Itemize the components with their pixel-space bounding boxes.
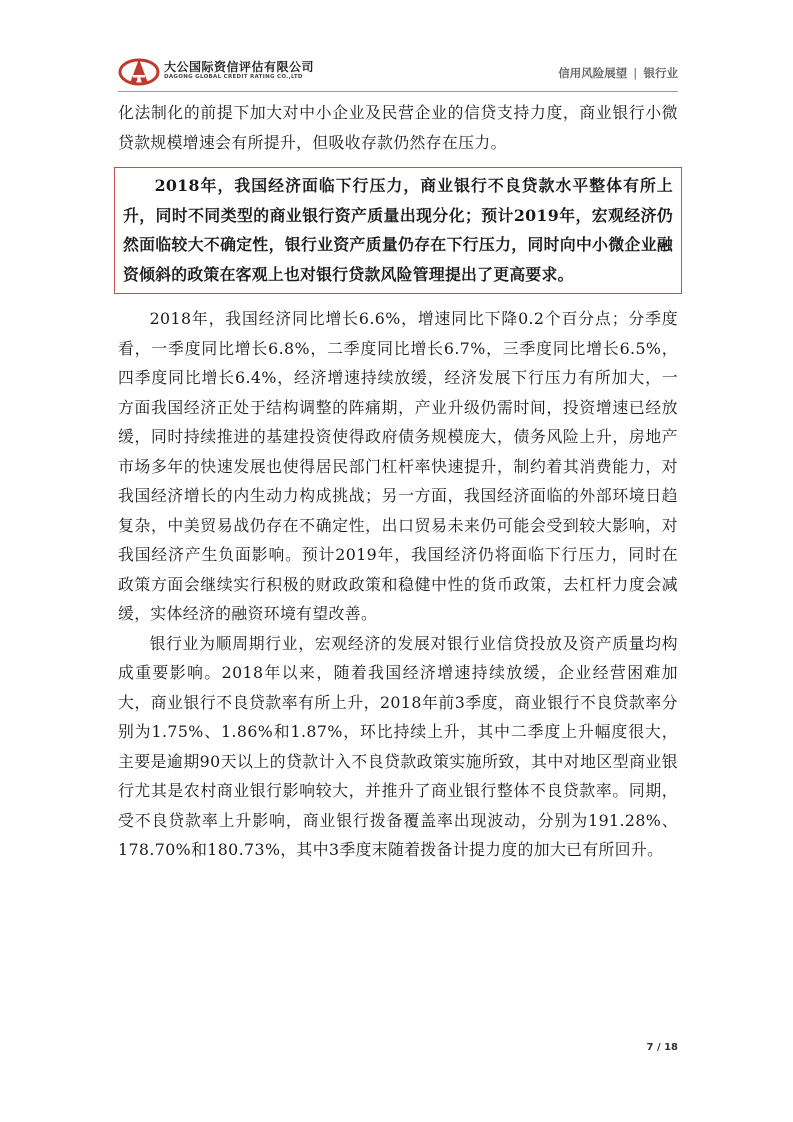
header-separator: | (633, 66, 638, 80)
industry-label: 银行业 (643, 66, 678, 80)
report-type: 信用风险展望 (558, 66, 628, 80)
banking-paragraph: 银行业为顺周期行业，宏观经济的发展对银行业信贷投放及资产质量均构成重要影响。2018年以来，随着我国经济增速持续放缓，企业经营困难加大，商业银行不良贷款率有所上升，2018年前3季度，商业银行不良贷款率分别为1.75%、1.86%和1.87%，环比持续上升，其中二季度上升幅度很大，主要是逾期90天以上的贷款计入不良贷款政策实施所致，其中对地区型商业银行尤其是农村商业银行影响较大，并推升了商业银行整体不良贷款率。同期，受不良贷款率上升影响，商业银行拨备覆盖率出现波动，分别为191.28%、178.70%和180.73%，其中3季度末随着拨备计提力度的加大已有所回升。 (118, 633, 678, 859)
page-header (118, 56, 678, 90)
page-number: 7 / 18 (646, 1042, 678, 1053)
key-point-text: 2018年，我国经济面临下行压力，商业银行不良贷款水平整体有所上升，同时不同类型的商业银行资产质量出现分化；预计2019年，宏观经济仍然面临较大不确定性，银行业资产质量仍存在下行压力，同时向中小微企业融资倾斜的政策在客观上也对银行贷款风险管理提出了更高要求。 (123, 176, 673, 284)
company-name-cn: 大公国际资信评估有限公司 (164, 60, 315, 74)
intro-paragraph: 化法制化的前提下加大对中小企业及民营企业的信贷支持力度，商业银行小微贷款规模增速会有所提升，但吸收存款仍然存在压力。 (118, 103, 678, 152)
header-divider (118, 91, 678, 92)
document-body (118, 98, 678, 865)
report-category (558, 65, 678, 81)
key-point-box (114, 167, 682, 294)
dagong-logo-icon (118, 56, 162, 88)
company-name-en: DAGONG GLOBAL CREDIT RATING CO.,LTD (164, 74, 303, 80)
macro-economy-paragraph: 2018年，我国经济同比增长6.6%，增速同比下降0.2个百分点；分季度看，一季度同比增长6.8%，二季度同比增长6.7%，三季度同比增长6.5%，四季度同比增长6.4%，经济增速持续放缓，经济发展下行压力有所加大，一方面我国经济正处于结构调整的阵痛期，产业升级仍需时间，投资增速已经放缓，同时持续推进的基建投资使得政府债务规模庞大，债务风险上升，房地产市场多年的快速发展也使得居民部门杠杆率快速提升，制约着其消费能力，对我国经济增长的内生动力构成挑战；另一方面，我国经济面临的外部环境日趋复杂，中美贸易战仍存在不确定性，出口贸易未来仍可能会受到较大影响，对我国经济产生负面影响。预计2019年，我国经济仍将面临下行压力，同时在政策方面会继续实行积极的财政政策和稳健中性的货币政策，去杠杆力度会减缓，实体经济的融资环境有望改善。 (118, 309, 678, 623)
